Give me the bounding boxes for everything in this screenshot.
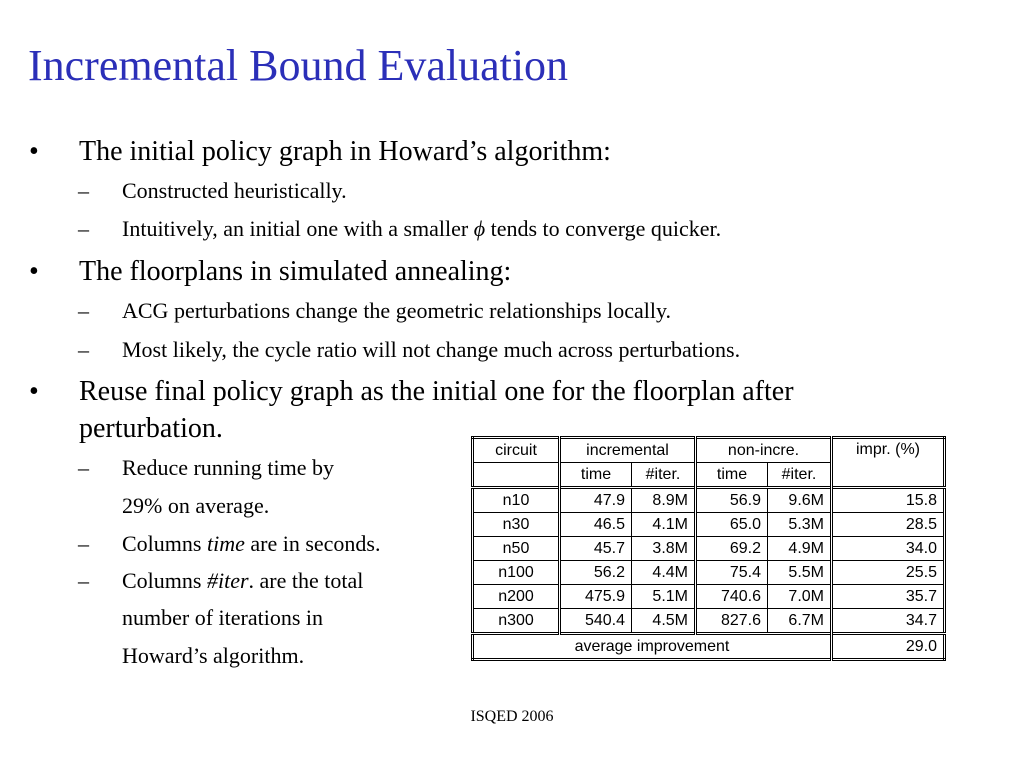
table-row — [473, 561, 945, 585]
average-value: 29.0 — [832, 634, 945, 660]
footer: ISQED 2006 — [470, 708, 554, 725]
inc-iter-cell: 4.4M — [632, 561, 696, 585]
bullet-3-sub-3 — [78, 568, 364, 594]
bullet-1-sub-1 — [78, 178, 347, 204]
non-iter-cell: 6.7M — [768, 609, 832, 634]
circuit-cell: n50 — [473, 537, 560, 561]
table-row — [473, 488, 945, 513]
bullet-3-sub-3-pre: Columns — [122, 568, 207, 593]
bullet-3-sub-1-line-2: 29% on average. — [122, 493, 270, 518]
inc-time-cell: 475.9 — [560, 585, 632, 609]
bullet-2 — [29, 256, 512, 288]
phi-symbol: ϕ — [473, 216, 486, 241]
dash-marker: – — [78, 298, 89, 323]
bullet-3-sub-1-text: Reduce running time by — [122, 455, 335, 480]
bullet-3-sub-1 — [78, 455, 335, 481]
bullet-3-sub-2 — [78, 531, 381, 557]
bullet-3-text-line-1: Reuse final policy graph as the initial one for the floorplan after — [79, 376, 794, 407]
inc-iter-cell: 3.8M — [632, 537, 696, 561]
bullet-2-text: The floorplans in simulated annealing: — [79, 256, 512, 287]
bullet-3 — [29, 376, 794, 408]
non-iter-cell: 9.6M — [768, 488, 832, 513]
circuit-cell: n100 — [473, 561, 560, 585]
impr-cell: 34.0 — [832, 537, 945, 561]
bullet-marker: • — [29, 256, 39, 287]
table-row — [473, 609, 945, 634]
bullet-2-sub-1-text: ACG perturbations change the geometric relationships locally. — [122, 298, 672, 323]
bullet-1-sub-2-pre: Intuitively, an initial one with a smaller — [122, 216, 474, 241]
bullet-3-line-2: perturbation. — [79, 413, 223, 444]
inc-time-cell: 45.7 — [560, 537, 632, 561]
bullet-3-sub-3-line-3: Howard’s algorithm. — [122, 643, 305, 668]
non-time-cell: 75.4 — [696, 561, 768, 585]
bullet-1-sub-2-post: tends to converge quicker. — [485, 216, 722, 241]
header-circuit: circuit — [473, 438, 560, 463]
non-iter-cell: 5.5M — [768, 561, 832, 585]
non-time-cell: 69.2 — [696, 537, 768, 561]
table-row — [473, 537, 945, 561]
results-table — [471, 436, 946, 661]
non-time-cell: 740.6 — [696, 585, 768, 609]
bullet-1-sub-2 — [78, 216, 722, 242]
bullet-2-sub-1 — [78, 298, 672, 324]
circuit-cell: n30 — [473, 513, 560, 537]
impr-cell: 25.5 — [832, 561, 945, 585]
bullet-2-sub-2-text: Most likely, the cycle ratio will not change much across perturbations. — [122, 337, 741, 362]
table-row — [473, 513, 945, 537]
header-circuit-blank — [473, 463, 560, 488]
non-iter-cell: 5.3M — [768, 513, 832, 537]
inc-iter-cell: 5.1M — [632, 585, 696, 609]
circuit-cell: n200 — [473, 585, 560, 609]
impr-cell: 28.5 — [832, 513, 945, 537]
inc-iter-cell: 8.9M — [632, 488, 696, 513]
non-time-cell: 56.9 — [696, 488, 768, 513]
bullet-1-sub-1-text: Constructed heuristically. — [122, 178, 347, 203]
table-average-row — [473, 634, 945, 660]
inc-time-cell: 56.2 — [560, 561, 632, 585]
table-header-row-1 — [473, 438, 945, 463]
header-non-iter: #iter. — [768, 463, 832, 488]
bullet-3-sub-2-pre: Columns — [122, 531, 207, 556]
non-time-cell: 827.6 — [696, 609, 768, 634]
inc-time-cell: 47.9 — [560, 488, 632, 513]
header-non-time: time — [696, 463, 768, 488]
non-iter-cell: 7.0M — [768, 585, 832, 609]
bullet-1 — [29, 136, 611, 168]
average-label: average improvement — [473, 634, 832, 660]
slide-title: Incremental Bound Evaluation — [28, 41, 569, 90]
header-inc-iter: #iter. — [632, 463, 696, 488]
bullet-3-sub-3-em: #iter — [206, 568, 249, 593]
bullet-3-sub-2-em: time — [206, 531, 245, 556]
inc-time-cell: 46.5 — [560, 513, 632, 537]
dash-marker: – — [78, 216, 89, 241]
non-time-cell: 65.0 — [696, 513, 768, 537]
bullet-3-sub-3-line-2: number of iterations in — [122, 605, 324, 630]
inc-iter-cell: 4.1M — [632, 513, 696, 537]
bullet-marker: • — [29, 376, 39, 407]
header-impr: impr. (%) — [832, 438, 945, 488]
inc-time-cell: 540.4 — [560, 609, 632, 634]
dash-marker: – — [78, 337, 89, 362]
impr-cell: 34.7 — [832, 609, 945, 634]
non-iter-cell: 4.9M — [768, 537, 832, 561]
circuit-cell: n10 — [473, 488, 560, 513]
bullet-2-sub-2 — [78, 337, 741, 363]
header-inc-time: time — [560, 463, 632, 488]
bullet-3-sub-3-post: . are the total — [248, 568, 364, 593]
impr-cell: 35.7 — [832, 585, 945, 609]
dash-marker: – — [78, 178, 89, 203]
circuit-cell: n300 — [473, 609, 560, 634]
bullet-marker: • — [29, 136, 39, 167]
header-nonincre: non-incre. — [696, 438, 832, 463]
impr-cell: 15.8 — [832, 488, 945, 513]
bullet-3-sub-2-post: are in seconds. — [244, 531, 381, 556]
table-row — [473, 585, 945, 609]
header-incremental: incremental — [560, 438, 696, 463]
inc-iter-cell: 4.5M — [632, 609, 696, 634]
dash-marker: – — [78, 531, 89, 556]
dash-marker: – — [78, 455, 89, 480]
dash-marker: – — [78, 568, 89, 593]
bullet-1-text: The initial policy graph in Howard’s algorithm: — [79, 136, 611, 167]
